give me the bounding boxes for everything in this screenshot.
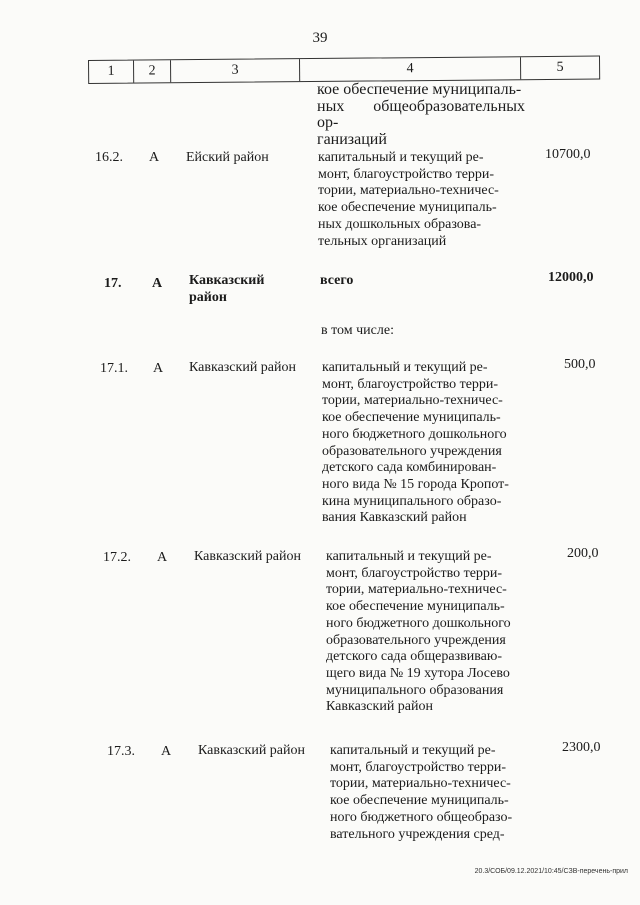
row-number: 16.2. (95, 150, 123, 165)
desc-line: детского сада комбинирован- (322, 460, 497, 476)
desc-line: ганизаций (317, 131, 387, 149)
desc-line: вания Кавказский район (322, 510, 467, 526)
row-letter: А (153, 361, 164, 376)
desc-line: ного вида № 15 города Кропот- (322, 476, 509, 492)
row-amount: 12000,0 (548, 270, 594, 285)
desc-line: тории, материально-техничес- (318, 183, 499, 199)
desc-line: капитальный и текущий ре- (322, 360, 488, 375)
desc-line: тельных организаций (318, 233, 447, 249)
row-letter: А (161, 744, 172, 759)
desc-line: ных дошкольных образова- (318, 216, 482, 232)
desc-line: кое обеспечение муниципаль- (330, 793, 509, 809)
row-description (318, 150, 526, 250)
row-letter: А (149, 150, 160, 165)
row-region-line1: Кавказский (189, 273, 265, 288)
desc-line: кое обеспечение муниципаль- (318, 200, 497, 216)
desc-line: тории, материально-техничес- (322, 393, 503, 409)
desc-line: кое обеспечение муниципаль- (317, 81, 522, 98)
row-description (326, 549, 534, 716)
header-col-1: 1 (89, 61, 134, 83)
desc-line: ного бюджетного дошкольного (322, 426, 507, 442)
desc-line: тории, материально-техничес- (326, 582, 507, 598)
footer-stamp: 20.3/СОБ/09.12.2021/10:45/СЗВ-перечень-прил (474, 868, 628, 875)
table-header (88, 56, 600, 84)
row-region: Кавказский район (189, 360, 297, 375)
desc-line: кина муниципального образо- (322, 493, 502, 509)
row-number: 17.2. (103, 550, 131, 565)
desc-line: детского сада общеразвиваю- (326, 649, 502, 665)
row-description (322, 360, 530, 527)
desc-line: кое обеспечение муниципаль- (322, 410, 501, 426)
header-col-3: 3 (171, 59, 300, 82)
desc-line: вательного учреждения сред- (330, 826, 505, 842)
row-number: 17.3. (107, 744, 135, 759)
row-region: Кавказский район (194, 549, 302, 564)
row-region-line2: район (189, 290, 227, 305)
desc-line: Кавказский район (326, 699, 434, 715)
desc-line: монт, благоустройство терри- (330, 759, 507, 775)
desc-line: образовательного учреждения (322, 443, 502, 459)
desc-line: капитальный и текущий ре- (318, 150, 484, 165)
desc-line: щего вида № 19 хутора Лосево (326, 665, 510, 681)
row-region: Ейский район (186, 150, 269, 165)
desc-line: монт, благоустройство терри- (322, 376, 499, 392)
header-col-2: 2 (134, 60, 171, 82)
desc-line: монт, благоустройство терри- (326, 565, 503, 581)
continuation-description (317, 82, 525, 149)
row-number: 17. (104, 276, 122, 291)
desc-line: капитальный и текущий ре- (326, 549, 492, 564)
desc-line: муниципального образования (326, 682, 504, 698)
header-col-4: 4 (300, 57, 521, 81)
desc-line: ного бюджетного общеобразо- (330, 809, 513, 825)
row-letter: А (152, 276, 163, 291)
row-region: Кавказский район (198, 743, 306, 758)
row-amount: 500,0 (564, 357, 596, 372)
row-amount: 2300,0 (562, 740, 601, 755)
row-number: 17.1. (100, 361, 128, 376)
row-description (330, 743, 538, 843)
row-amount: 200,0 (567, 546, 599, 561)
row-subtitle: в том числе: (321, 323, 394, 338)
row-amount: 10700,0 (545, 147, 591, 162)
header-col-5: 5 (556, 59, 564, 75)
desc-line: кое обеспечение муниципаль- (326, 599, 505, 615)
desc-line: образовательного учреждения (326, 632, 506, 648)
row-letter: А (157, 550, 168, 565)
page-number: 39 (312, 30, 328, 46)
row-total-label: всего (320, 273, 354, 288)
desc-line: капитальный и текущий ре- (330, 743, 496, 758)
desc-line: ных общеобразовательных ор- (317, 97, 525, 132)
desc-line: монт, благоустройство терри- (318, 166, 495, 182)
desc-line: тории, материально-техничес- (330, 776, 511, 792)
desc-line: ного бюджетного дошкольного (326, 615, 511, 631)
